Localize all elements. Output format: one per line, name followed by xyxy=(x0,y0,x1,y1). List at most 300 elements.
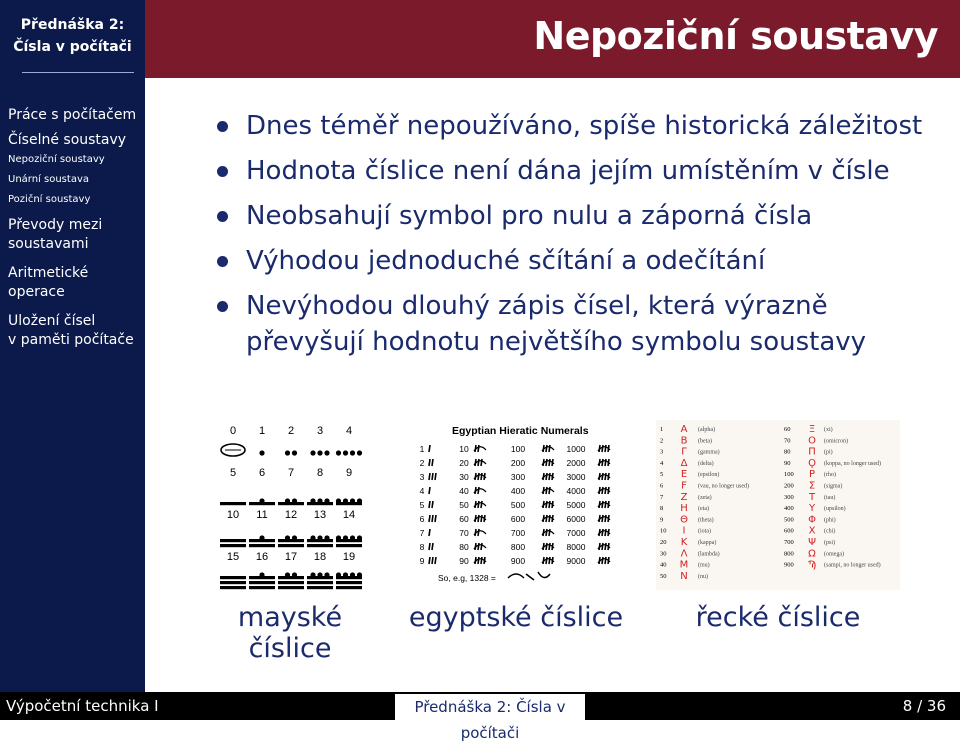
greek-letter-name: (alpha) xyxy=(698,427,715,433)
egypt-value-label: 9000 xyxy=(566,556,586,566)
maya-digit-label: 18 xyxy=(313,551,327,563)
greek-letter: Ψ xyxy=(808,537,816,548)
hieratic-stroke xyxy=(432,557,433,564)
greek-letter-name: (chi) xyxy=(824,528,836,535)
greek-value-label: 900 xyxy=(784,561,794,569)
hieratic-stroke xyxy=(478,529,479,536)
hieratic-stroke xyxy=(478,557,479,564)
egypt-value-label: 8 xyxy=(419,542,425,552)
footer xyxy=(0,692,960,742)
egypt-value-label: 70 xyxy=(459,528,469,538)
hieratic-stroke xyxy=(429,501,430,508)
maya-bar xyxy=(307,586,333,589)
greek-letter-name: (iota) xyxy=(698,528,711,535)
maya-dot xyxy=(357,450,362,455)
greek-letter-name: (epsilon) xyxy=(698,472,720,479)
greek-letter: Τ xyxy=(808,491,816,503)
maya-dot xyxy=(317,450,322,455)
greek-value-label: 200 xyxy=(784,482,794,490)
maya-bar xyxy=(278,502,304,505)
greek-value-label: 60 xyxy=(784,426,791,433)
greek-letter: Ξ xyxy=(808,424,816,435)
egypt-value-label: 60 xyxy=(459,514,469,524)
greek-letter-name: (phi) xyxy=(824,517,836,524)
hieratic-stroke xyxy=(478,515,479,522)
greek-letter-name: (xi) xyxy=(824,427,833,433)
hieratic-stroke xyxy=(602,557,603,564)
hieratic-glyph xyxy=(474,501,486,508)
maya-digit-label: 11 xyxy=(256,509,268,521)
egypt-value-label: 300 xyxy=(510,472,526,482)
greek-letter-name: (lambda) xyxy=(698,551,720,558)
maya-digit-label: 9 xyxy=(345,467,353,479)
egypt-value-label: 50 xyxy=(459,500,469,510)
sidebar-item-ulozeni-line2: v paměti počítače xyxy=(8,332,134,348)
greek-letter: Ϡ xyxy=(807,559,817,571)
maya-dot xyxy=(292,498,297,503)
greek-numerals-graphic xyxy=(656,420,900,590)
hieratic-stroke xyxy=(478,473,479,480)
hieratic-glyph xyxy=(429,543,433,550)
hieratic-stroke xyxy=(549,501,550,508)
maya-bar xyxy=(249,544,275,547)
hieratic-stroke xyxy=(429,543,430,550)
maya-dot xyxy=(285,535,290,540)
greek-letter-name: (sigma) xyxy=(824,483,843,490)
maya-bar xyxy=(278,539,304,542)
maya-dot xyxy=(336,535,341,540)
hieratic-glyph xyxy=(542,557,554,564)
maya-dot xyxy=(310,450,315,455)
hieratic-stroke xyxy=(546,515,547,522)
maya-digit-label: 10 xyxy=(226,509,240,521)
footer-course: Výpočetní technika I xyxy=(6,697,159,715)
hieratic-stroke xyxy=(605,459,606,466)
egypt-value-label: 6 xyxy=(419,514,425,524)
hieratic-stroke xyxy=(605,529,606,536)
greek-letter-name: (psi) xyxy=(824,540,835,546)
hieratic-stroke xyxy=(481,557,482,564)
caption-maya: mayské číslice xyxy=(237,602,343,664)
hieratic-glyph xyxy=(542,487,554,494)
sidebar-title-line2: Čísla v počítači xyxy=(13,39,132,55)
egypt-value-label: 1 xyxy=(419,444,425,454)
sidebar-item-prevody[interactable] xyxy=(8,216,143,254)
hieratic-stroke xyxy=(546,487,547,494)
maya-bar xyxy=(336,586,362,589)
maya-dot xyxy=(336,450,341,455)
greek-letter: Ζ xyxy=(680,491,688,503)
greek-letter-name: (rho) xyxy=(824,472,836,479)
greek-letter-name: (koppa, no longer used) xyxy=(824,460,881,467)
hieratic-glyph xyxy=(429,557,436,564)
maya-dot xyxy=(292,535,297,540)
hieratic-glyph xyxy=(542,445,554,452)
egypt-value-label: 200 xyxy=(510,458,526,468)
greek-value-label: 5 xyxy=(660,471,664,479)
egypt-value-label: 7 xyxy=(419,528,425,538)
hieratic-stroke xyxy=(429,473,430,480)
hieratic-glyph xyxy=(598,543,610,550)
maya-bar xyxy=(249,581,275,584)
hieratic-glyph xyxy=(474,557,486,564)
maya-digit-label: 0 xyxy=(229,425,237,437)
hieratic-stroke xyxy=(546,473,547,480)
greek-value-label: 4 xyxy=(660,459,664,467)
greek-letter-name: (pi) xyxy=(824,449,833,456)
maya-dot xyxy=(336,572,341,577)
maya-digit-label: 4 xyxy=(345,425,353,437)
bullet-item xyxy=(212,108,932,144)
egyptian-numerals-image xyxy=(408,420,624,590)
greek-value-label: 90 xyxy=(784,459,791,467)
greek-letter: Κ xyxy=(680,537,688,548)
sidebar-item-ciselne-soustavy[interactable]: Číselné soustavy xyxy=(8,132,127,148)
maya-dot xyxy=(259,535,264,540)
hieratic-stroke xyxy=(602,459,603,466)
greek-letter: Ρ xyxy=(808,469,816,481)
greek-letter-name: (nu) xyxy=(698,573,708,580)
greek-value-label: 70 xyxy=(784,437,791,445)
maya-dot xyxy=(317,498,322,503)
sidebar-subitem-unarni[interactable]: Unární soustava xyxy=(8,174,89,185)
bullet-text: Nevýhodou dlouhý zápis čísel, která výrazně převyšují hodnotu největšího symbolu soustavy xyxy=(246,291,867,357)
slide-header xyxy=(145,0,960,78)
hieratic-stroke xyxy=(546,557,547,564)
hieratic-stroke xyxy=(546,529,547,536)
greek-letter: Β xyxy=(680,435,688,447)
maya-dot xyxy=(310,498,315,503)
hieratic-stroke xyxy=(549,515,550,522)
greek-value-label: 6 xyxy=(660,482,664,490)
sidebar-subitem-nepozicni[interactable]: Nepoziční soustavy xyxy=(8,154,105,165)
caption-egypt: egyptské číslice xyxy=(408,602,624,633)
greek-letter-name: (mu) xyxy=(698,562,710,569)
greek-value-label: 9 xyxy=(660,516,664,524)
maya-dot xyxy=(324,450,329,455)
egypt-value-label: 100 xyxy=(510,444,526,454)
egypt-value-label: 2 xyxy=(419,458,425,468)
sidebar-item-prevody-line2: soustavami xyxy=(8,236,89,252)
sidebar xyxy=(0,0,145,692)
bullet-dot-icon xyxy=(217,121,228,132)
greek-value-label: 50 xyxy=(660,572,667,580)
maya-dot xyxy=(350,498,355,503)
greek-value-label: 100 xyxy=(784,471,794,479)
sidebar-subitem-pozicni[interactable]: Poziční soustavy xyxy=(8,194,91,205)
hieratic-glyph xyxy=(429,515,436,522)
bullet-item xyxy=(212,288,932,360)
greek-value-label: 8 xyxy=(660,505,664,513)
greek-letter: Ε xyxy=(680,469,688,481)
hieratic-stroke xyxy=(546,543,547,550)
maya-dot xyxy=(285,450,290,455)
hieratic-stroke xyxy=(602,515,603,522)
hieratic-stroke xyxy=(549,445,550,452)
hieratic-stroke xyxy=(549,557,550,564)
greek-letter-name: (kappa) xyxy=(698,540,717,546)
hieratic-stroke xyxy=(478,459,479,466)
hieratic-stroke xyxy=(605,473,606,480)
egypt-value-label: 8000 xyxy=(566,542,586,552)
hieratic-stroke xyxy=(549,459,550,466)
maya-bar xyxy=(249,586,275,589)
hieratic-stroke xyxy=(549,487,550,494)
maya-digit-label: 7 xyxy=(287,467,295,479)
maya-dot xyxy=(343,450,348,455)
greek-letter: Η xyxy=(680,503,688,515)
maya-digit-label: 14 xyxy=(342,509,356,521)
hieratic-glyph xyxy=(598,515,610,522)
hieratic-glyph xyxy=(429,501,433,508)
egypt-value-label: 5 xyxy=(419,500,425,510)
hieratic-stroke xyxy=(546,459,547,466)
hieratic-stroke xyxy=(478,501,479,508)
greek-letter: Γ xyxy=(681,446,687,458)
hieratic-stroke xyxy=(435,473,436,480)
hieratic-stroke xyxy=(432,515,433,522)
bullet-dot-icon xyxy=(217,166,228,177)
egypt-value-label: 4000 xyxy=(566,486,586,496)
hieratic-glyph xyxy=(542,473,554,480)
egypt-value-label: 7000 xyxy=(566,528,586,538)
hieratic-stroke xyxy=(605,487,606,494)
hieratic-glyph xyxy=(429,459,433,466)
greek-value-label: 20 xyxy=(660,539,667,546)
bullet-dot-icon xyxy=(217,301,228,312)
greek-letter: Ι xyxy=(682,525,686,537)
maya-bar xyxy=(336,544,362,547)
maya-digit-label: 8 xyxy=(316,467,324,479)
greek-numerals-image xyxy=(656,420,900,590)
egypt-value-label: 500 xyxy=(510,500,526,510)
greek-value-label: 400 xyxy=(784,505,794,513)
maya-bar xyxy=(278,586,304,589)
maya-dot xyxy=(343,535,348,540)
greek-letter: Φ xyxy=(808,514,816,526)
hieratic-stroke xyxy=(429,515,430,522)
egypt-table-title: Egyptian Hieratic Numerals xyxy=(452,425,589,437)
hieratic-stroke xyxy=(602,445,603,452)
maya-bar xyxy=(278,544,304,547)
greek-value-label: 1 xyxy=(660,426,664,433)
egypt-value-label: 10 xyxy=(459,444,469,454)
maya-dot xyxy=(357,498,362,503)
greek-letter-name: (theta) xyxy=(698,517,714,524)
maya-dot xyxy=(285,572,290,577)
sidebar-item-prevody-line1: Převody mezi xyxy=(8,217,103,233)
greek-value-label: 500 xyxy=(784,516,794,524)
maya-digit-label: 6 xyxy=(258,467,266,479)
hieratic-stroke xyxy=(429,487,430,494)
bullet-text: Dnes téměř nepoužíváno, spíše historická záležitost xyxy=(246,111,923,141)
hieratic-glyph xyxy=(474,473,486,480)
maya-dot xyxy=(259,450,264,455)
greek-value-label: 3 xyxy=(660,448,664,456)
greek-letter: Ϙ xyxy=(808,457,816,469)
hieratic-stroke xyxy=(432,501,433,508)
hieratic-glyph xyxy=(429,487,430,494)
hieratic-glyph xyxy=(474,487,486,494)
greek-letter-name: (tau) xyxy=(824,494,836,501)
hieratic-stroke xyxy=(478,543,479,550)
hieratic-stroke xyxy=(602,501,603,508)
hieratic-glyph xyxy=(542,543,554,550)
maya-numerals-graphic xyxy=(215,420,365,590)
egypt-value-label: 3 xyxy=(419,472,425,482)
hieratic-stroke xyxy=(435,557,436,564)
maya-dot xyxy=(310,535,315,540)
hieratic-glyph xyxy=(542,459,554,466)
maya-dot xyxy=(324,498,329,503)
hieratic-glyph xyxy=(542,501,554,508)
egypt-value-label: 600 xyxy=(510,514,526,524)
greek-value-label: 600 xyxy=(784,527,794,535)
bullet-item xyxy=(212,153,932,189)
hieratic-stroke xyxy=(481,473,482,480)
greek-letter: Π xyxy=(808,446,816,458)
sidebar-item-ulozeni-line1: Uložení čísel xyxy=(8,313,96,329)
maya-bar xyxy=(278,576,304,579)
hieratic-stroke xyxy=(435,515,436,522)
bullet-text: Hodnota číslice není dána jejím umístěním v čísle xyxy=(246,156,890,186)
maya-dot xyxy=(310,572,315,577)
bullet-list xyxy=(212,108,932,369)
sidebar-title[interactable] xyxy=(0,14,145,58)
greek-letter-name: (sampi, no longer used) xyxy=(824,562,881,569)
sidebar-item-aritmetika[interactable]: Aritmetické operace xyxy=(8,265,89,300)
greek-letter: Θ xyxy=(680,514,688,526)
maya-digit-label: 5 xyxy=(229,467,237,479)
bullet-dot-icon xyxy=(217,211,228,222)
hieratic-stroke xyxy=(605,543,606,550)
hieratic-glyph xyxy=(474,459,486,466)
egyptian-numerals-graphic xyxy=(408,420,624,590)
maya-bar xyxy=(307,544,333,547)
maya-dot xyxy=(357,572,362,577)
hieratic-stroke xyxy=(602,543,603,550)
hieratic-glyph xyxy=(542,529,554,536)
hieratic-stroke xyxy=(549,473,550,480)
hieratic-glyph xyxy=(598,529,610,536)
hieratic-glyph xyxy=(598,501,610,508)
sidebar-item-ulozeni[interactable] xyxy=(8,312,143,350)
hieratic-stroke xyxy=(549,529,550,536)
maya-dot xyxy=(336,498,341,503)
maya-digit-label: 13 xyxy=(313,509,327,521)
sidebar-divider xyxy=(22,72,134,73)
maya-digit-label: 16 xyxy=(255,551,269,563)
maya-bar xyxy=(220,586,246,589)
hieratic-stroke xyxy=(605,515,606,522)
maya-dot xyxy=(259,572,264,577)
egypt-value-label: 900 xyxy=(510,556,526,566)
hieratic-stroke xyxy=(602,487,603,494)
hieratic-glyph xyxy=(429,529,430,536)
egypt-value-label: 90 xyxy=(459,556,469,566)
maya-dot xyxy=(343,498,348,503)
sidebar-title-line1: Přednáška 2: xyxy=(20,17,125,33)
maya-digit-label: 1 xyxy=(258,425,266,437)
egypt-value-label: 3000 xyxy=(566,472,586,482)
maya-bar xyxy=(220,539,246,542)
hieratic-stroke xyxy=(605,557,606,564)
egypt-value-label: 6000 xyxy=(566,514,586,524)
hieratic-stroke xyxy=(549,543,550,550)
hieratic-stroke xyxy=(546,501,547,508)
greek-value-label: 10 xyxy=(660,527,667,535)
maya-dot xyxy=(324,572,329,577)
hieratic-stroke xyxy=(432,473,433,480)
greek-letter: Μ xyxy=(679,559,689,571)
greek-letter-name: (gamma) xyxy=(698,449,720,456)
maya-dot xyxy=(350,572,355,577)
hieratic-stroke xyxy=(481,459,482,466)
hieratic-glyph xyxy=(474,445,486,452)
maya-digit-label: 3 xyxy=(316,425,324,437)
greek-letter-name: (eta) xyxy=(698,506,709,513)
bullet-item xyxy=(212,243,932,279)
greek-letter-name: (zeta) xyxy=(698,494,712,501)
maya-bar xyxy=(220,576,246,579)
bullet-dot-icon xyxy=(217,256,228,267)
egypt-value-label: 30 xyxy=(459,472,469,482)
sidebar-item-prace[interactable]: Práce s počítačem xyxy=(8,107,137,123)
greek-letter: Σ xyxy=(808,480,816,492)
maya-digit-label: 12 xyxy=(284,509,298,521)
maya-digit-label: 17 xyxy=(284,551,298,563)
greek-letter: Χ xyxy=(808,525,816,537)
greek-value-label: 7 xyxy=(660,493,664,501)
maya-bar xyxy=(220,502,246,505)
hieratic-glyph xyxy=(474,529,486,536)
greek-letter: Ο xyxy=(808,435,816,447)
maya-dot xyxy=(317,572,322,577)
caption-greek: řecké číslice xyxy=(695,602,861,633)
greek-value-label: 300 xyxy=(784,493,794,501)
hieratic-glyph xyxy=(598,487,610,494)
maya-dot xyxy=(285,498,290,503)
maya-dot xyxy=(259,498,264,503)
bullet-item xyxy=(212,198,932,234)
egypt-value-label: 80 xyxy=(459,542,469,552)
greek-letter: Ω xyxy=(808,548,816,560)
bullet-text: Neobsahují symbol pro nulu a záporná čísla xyxy=(246,201,813,231)
greek-letter-name: (omega) xyxy=(824,551,844,558)
hieratic-stroke xyxy=(429,529,430,536)
maya-dot xyxy=(292,450,297,455)
greek-letter-name: (vau, no longer used) xyxy=(698,483,749,490)
egypt-value-label: 400 xyxy=(510,486,526,496)
hieratic-glyph xyxy=(429,473,436,480)
sidebar-nav xyxy=(8,106,143,350)
egypt-value-label: 5000 xyxy=(566,500,586,510)
greek-letter-name: (upsilon) xyxy=(824,506,846,513)
egypt-value-label: 40 xyxy=(459,486,469,496)
egypt-value-label: 1000 xyxy=(566,444,586,454)
maya-dot xyxy=(292,572,297,577)
greek-letter: Δ xyxy=(680,457,688,469)
hieratic-glyph xyxy=(474,543,486,550)
maya-bar xyxy=(220,581,246,584)
greek-value-label: 30 xyxy=(660,550,667,558)
hieratic-stroke xyxy=(481,501,482,508)
greek-value-label: 40 xyxy=(660,561,667,569)
slide-title: Nepoziční soustavy xyxy=(533,14,938,58)
hieratic-stroke xyxy=(605,445,606,452)
hieratic-stroke xyxy=(478,445,479,452)
egypt-value-label: 800 xyxy=(510,542,526,552)
